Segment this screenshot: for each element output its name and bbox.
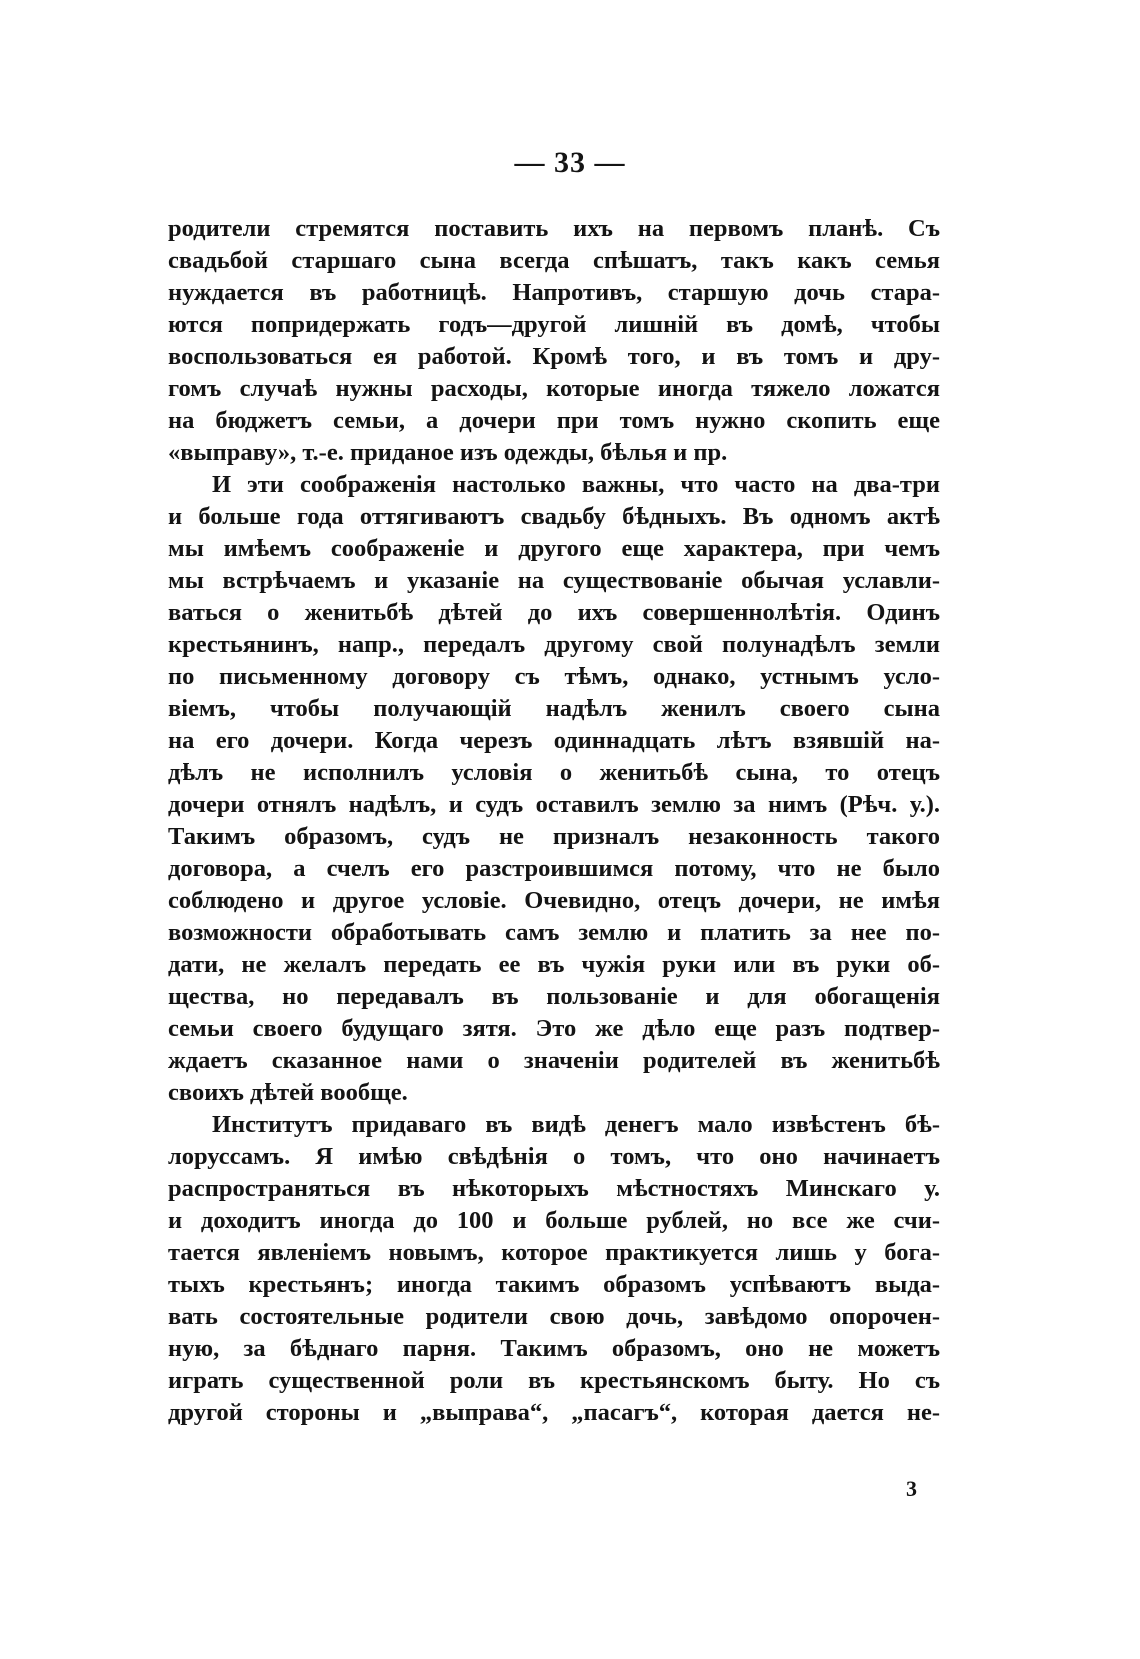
text-line: дати, не желалъ передать ее въ чужія руки или въ руки об- [168,951,940,978]
text-line: гомъ случаѣ нужны расходы, которые иногда тяжело ложатся [168,375,940,402]
text-line: договора, а счелъ его разстроившимся потому, что не было [168,855,940,882]
text-line: дѣлъ не исполнилъ условія о женитьбѣ сына, то отецъ [168,759,940,786]
text-line: ются попридержать годъ—другой лишній въ домѣ, чтобы [168,311,940,338]
text-line: тается явленіемъ новымъ, которое практикуется лишь у бога- [168,1239,940,1266]
text-line: ждаетъ сказанное нами о значеніи родителей въ женитьбѣ [168,1047,940,1074]
text-line: распространяться въ нѣкоторыхъ мѣстностяхъ Минскаго у. [168,1175,940,1202]
text-line: мы имѣемъ соображеніе и другого еще характера, при чемъ [168,535,940,562]
text-line: ную, за бѣднаго парня. Такимъ образомъ, оно не можетъ [168,1335,940,1362]
text-line: И эти соображенія настолько важны, что часто на два-три [212,471,940,498]
text-line: возможности обработывать самъ землю и платить за нее по- [168,919,940,946]
text-line: тыхъ крестьянъ; иногда такимъ образомъ успѣваютъ выда- [168,1271,940,1298]
text-line: другой стороны и „выправа“, „пасагъ“, которая дается не- [168,1399,940,1426]
text-line: дочери отнялъ надѣлъ, и судъ оставилъ землю за нимъ (Рѣч. у.). [168,791,940,818]
text-line: и доходитъ иногда до 100 и больше рублей, но все же счи- [168,1207,940,1234]
text-line: віемъ, чтобы получающій надѣлъ женилъ своего сына [168,695,940,722]
text-line: мы встрѣчаемъ и указаніе на существованіе обычая уславли- [168,567,940,594]
text-line: своихъ дѣтей вообще. [168,1079,408,1106]
page-number: — 33 — [514,146,626,179]
body-text [168,213,940,1429]
signature-mark: 3 [906,1476,917,1501]
text-line: и больше года оттягиваютъ свадьбу бѣдныхъ. Въ одномъ актѣ [168,503,940,530]
text-line: свадьбой старшаго сына всегда спѣшатъ, такъ какъ семья [168,247,940,274]
text-line: Такимъ образомъ, судъ не призналъ незаконность такого [168,823,940,850]
text-line: ваться о женитьбѣ дѣтей до ихъ совершеннолѣтія. Одинъ [168,599,940,626]
text-line: щества, но передавалъ въ пользованіе и для обогащенія [168,983,940,1010]
text-line: на бюджетъ семьи, а дочери при томъ нужно скопить еще [168,407,940,434]
text-line: семьи своего будущаго зятя. Это же дѣло еще разъ подтвер- [168,1015,940,1042]
text-line: нуждается въ работницѣ. Напротивъ, старшую дочь стара- [168,279,940,306]
text-line: лоруссамъ. Я имѣю свѣдѣнія о томъ, что оно начинаетъ [168,1143,940,1170]
text-line: «выправу», т.-е. приданое изъ одежды, бѣлья и пр. [168,439,728,466]
text-line: крестьянинъ, напр., передалъ другому свой полунадѣлъ земли [168,631,940,658]
text-line: на его дочери. Когда черезъ одиннадцать лѣтъ взявшій на- [168,727,940,754]
text-line: соблюдено и другое условіе. Очевидно, отецъ дочери, не имѣя [168,887,940,914]
text-line: вать состоятельные родители свою дочь, завѣдомо опорочен- [168,1303,940,1330]
text-line: родители стремятся поставить ихъ на первомъ планѣ. Съ [168,215,940,242]
text-line: воспользоваться ея работой. Кромѣ того, и въ томъ и дру- [168,343,940,370]
text-line: играть существенной роли въ крестьянскомъ быту. Но съ [168,1367,940,1394]
text-line: Институтъ придаваго въ видѣ денегъ мало извѣстенъ бѣ- [212,1111,940,1138]
text-line: по письменному договору съ тѣмъ, однако, устнымъ усло- [168,663,940,690]
